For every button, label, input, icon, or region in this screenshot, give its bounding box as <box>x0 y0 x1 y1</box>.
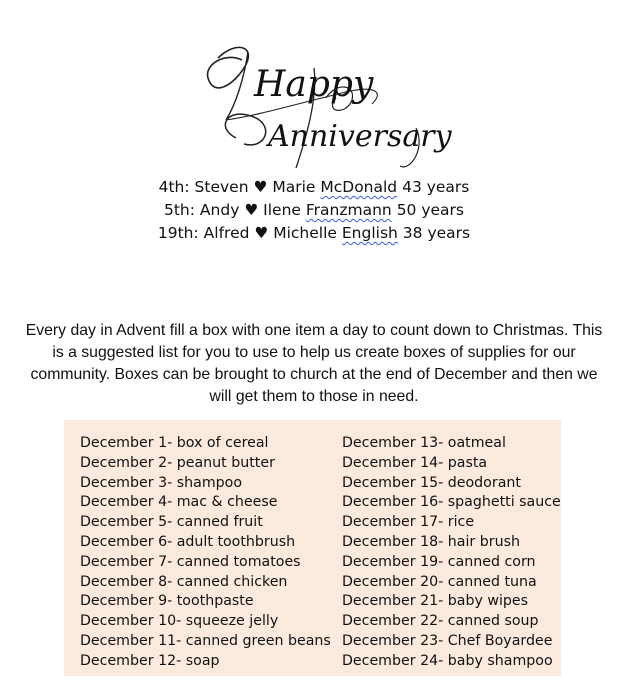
list-item: December 15- deodorant <box>342 474 521 491</box>
list-item: December 14- pasta <box>342 454 488 471</box>
list-item: December 13- oatmeal <box>342 435 506 451</box>
anniversary-surname: Franzmann <box>305 201 392 219</box>
list-item: December 18- hair brush <box>342 533 520 550</box>
anniversary-name: Ilene <box>263 201 301 219</box>
heart-icon: ♥ <box>253 178 268 196</box>
list-item: December 20- canned tuna <box>342 573 537 590</box>
happy-anniversary-title <box>196 38 452 178</box>
anniversary-name: Michelle <box>273 224 337 242</box>
anniversary-day: 19th: <box>157 224 199 242</box>
anniversary-surname: McDonald <box>320 178 398 196</box>
list-item: December 8- canned chicken <box>80 573 288 590</box>
anniversary-name: Alfred <box>203 224 250 242</box>
list-item: December 3- shampoo <box>80 474 242 491</box>
anniversary-name: Andy <box>199 201 240 219</box>
anniversary-row <box>0 176 628 199</box>
advent-column-right <box>342 434 561 672</box>
anniversary-name: Marie <box>272 178 316 196</box>
list-item: December 5- canned fruit <box>80 514 263 531</box>
anniversary-row <box>0 199 628 222</box>
list-item: December 12- soap <box>80 652 220 669</box>
anniversary-day: 4th: <box>158 178 190 196</box>
list-item: December 19- canned corn <box>342 553 536 570</box>
list-item: December 21- baby wipes <box>342 593 529 610</box>
list-item: December 4- mac & cheese <box>80 494 278 511</box>
happy-anniversary-script <box>196 38 452 178</box>
advent-column-left <box>80 434 331 672</box>
list-item: December 7- canned tomatoes <box>80 553 301 570</box>
heart-icon: ♥ <box>244 201 259 219</box>
anniversary-years: 43 years <box>402 178 470 196</box>
list-item: December 2- peanut butter <box>80 454 275 471</box>
list-item: December 22- canned soup <box>342 613 539 630</box>
advent-item-list <box>64 420 561 676</box>
anniversary-day: 5th: <box>163 201 195 219</box>
list-item: December 9- toothpaste <box>80 593 254 610</box>
anniversary-name: Steven <box>194 178 249 196</box>
title-line-1: Happy <box>254 64 374 105</box>
list-item: December 1- box of cereal <box>80 435 269 451</box>
title-line-2: Anniversary <box>268 119 452 154</box>
anniversary-years: 38 years <box>402 224 471 242</box>
list-item: December 23- Chef Boyardee <box>342 632 553 649</box>
anniversary-row <box>0 222 628 245</box>
advent-intro-paragraph: Every day in Advent fill a box with one item a day to count down to Christmas. This is a suggested list for you to use to help us create boxes of supplies for our community. Boxes can be brought to church at the end of December and then we will get them to those in need. <box>25 322 603 405</box>
anniversary-years: 50 years <box>396 201 464 219</box>
anniversary-surname: English <box>341 224 398 242</box>
list-item: December 16- spaghetti sauce <box>342 494 561 511</box>
list-item: December 24- baby shampoo <box>342 652 553 669</box>
list-item: December 10- squeeze jelly <box>80 613 279 630</box>
heart-icon: ♥ <box>254 224 269 242</box>
anniversary-list <box>0 176 628 245</box>
list-item: December 11- canned green beans <box>80 632 331 649</box>
list-item: December 17- rice <box>342 514 475 531</box>
list-item: December 6- adult toothbrush <box>80 533 296 550</box>
